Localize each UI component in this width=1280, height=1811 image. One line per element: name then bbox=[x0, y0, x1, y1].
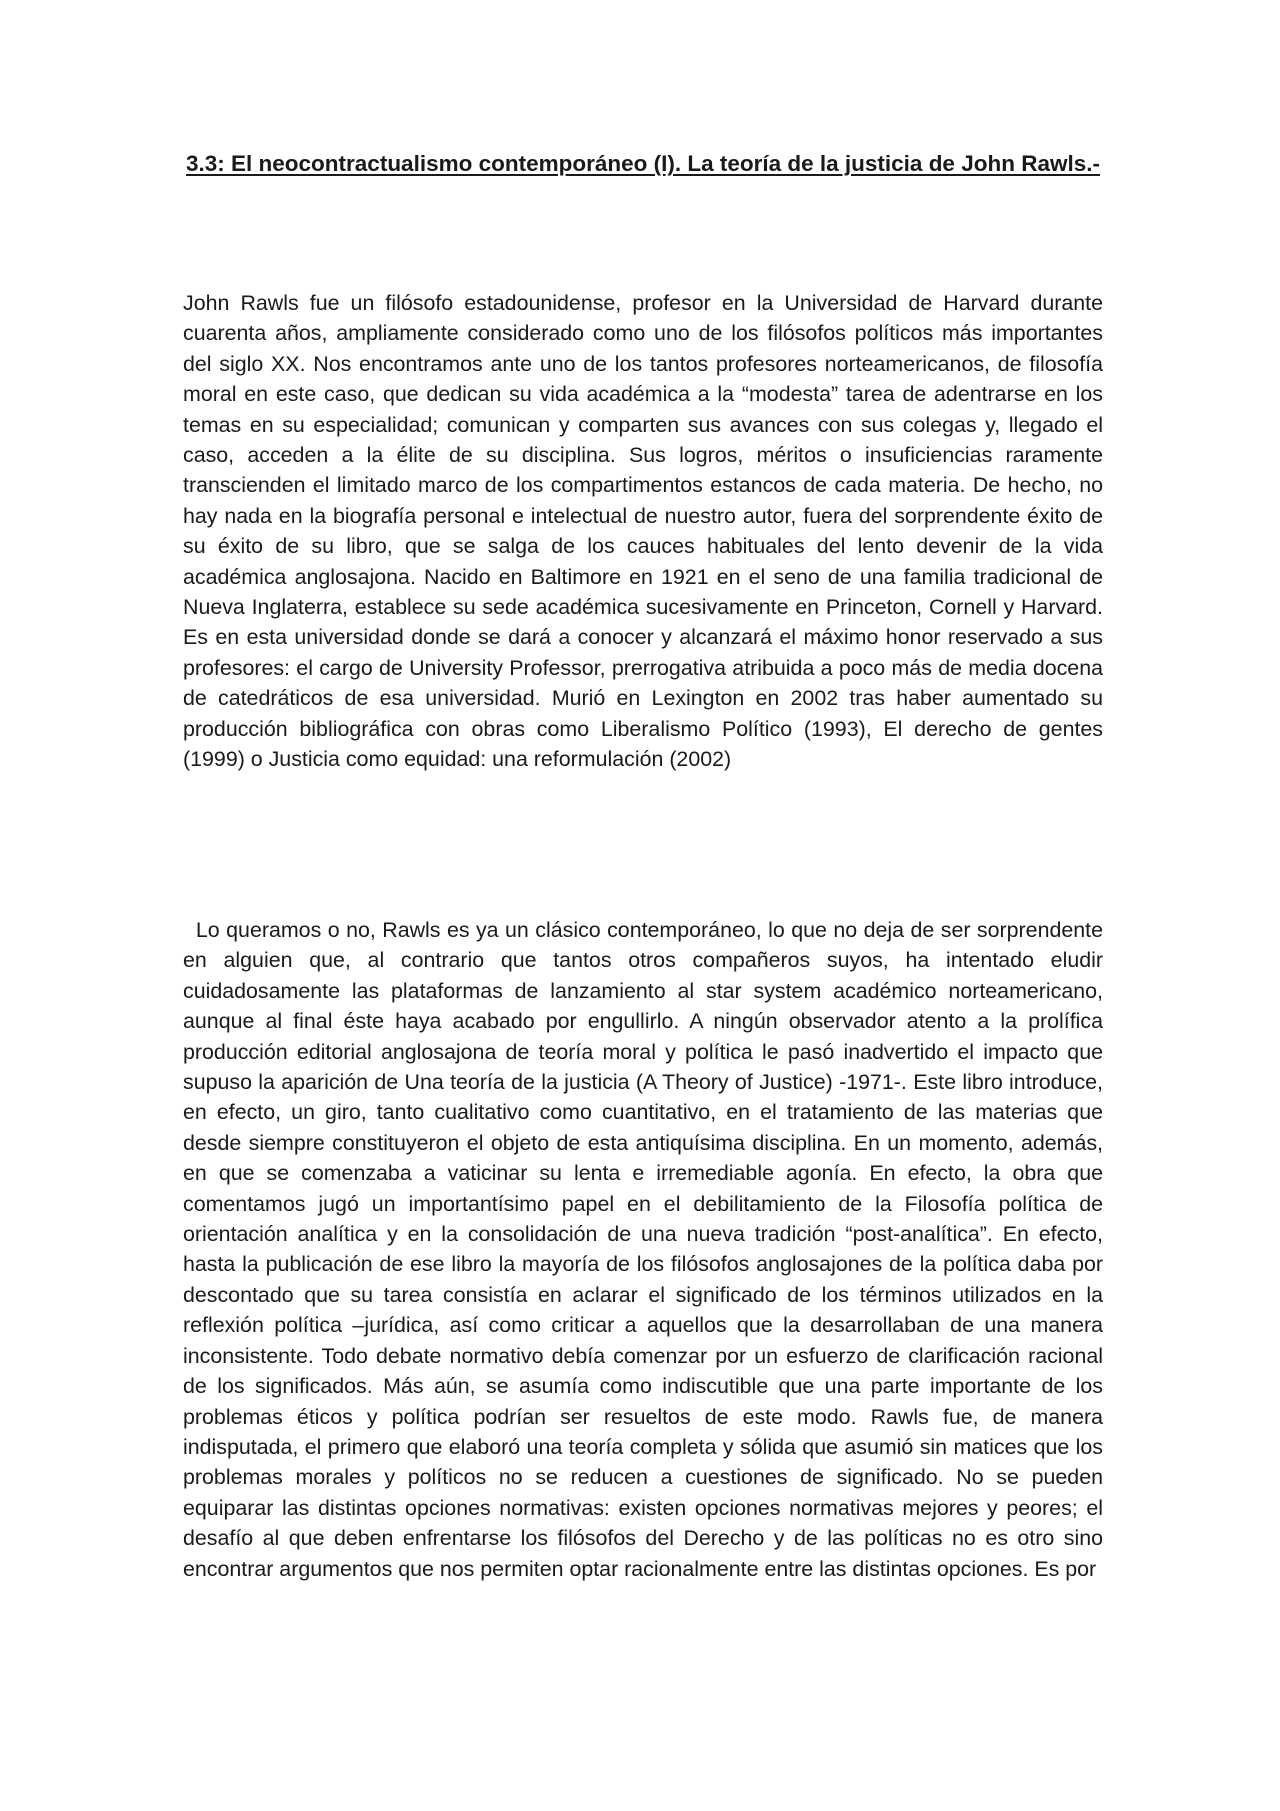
document-page bbox=[183, 0, 1109, 1811]
document-title: 3.3: El neocontractualismo contemporáneo (I). La teoría de la justicia de John Rawls.- bbox=[186, 151, 1100, 176]
body-paragraph: John Rawls fue un filósofo estadounidense, profesor en la Universidad de Harvard durante cuarenta años, ampliamente considerado como uno de los filósofos políticos más importantes del siglo XX. Nos encontramos ante uno de los tantos profesores norteamericanos, de filosofía moral en este caso, que dedican su vida académica a la “modesta” tarea de adentrarse en los temas en su especialidad; comunican y comparten sus avances con sus colegas y, llegado el caso, acceden a la élite de su disciplina. Sus logros, méritos o insuficiencias raramente transcienden el limitado marco de los compartimentos estancos de cada materia. De hecho, no hay nada en la biografía personal e intelectual de nuestro autor, fuera del sorprendente éxito de su éxito de su libro, que se salga de los cauces habituales del lento devenir de la vida académica anglosajona. Nacido en Baltimore en 1921 en el seno de una familia tradicional de Nueva Inglaterra, establece su sede académica sucesivamente en Princeton, Cornell y Harvard. Es en esta universidad donde se dará a conocer y alcanzará el máximo honor reservado a sus profesores: el cargo de University Professor, prerrogativa atribuida a poco más de media docena de catedráticos de esa universidad. Murió en Lexington en 2002 tras haber aumentado su producción bibliográfica con obras como Liberalismo Político (1993), El derecho de gentes (1999) o Justicia como equidad: una reformulación (2002) bbox=[183, 291, 1103, 772]
body-paragraph: Lo queramos o no, Rawls es ya un clásico contemporáneo, lo que no deja de ser sorprendente en alguien que, al contrario que tantos otros compañeros suyos, ha intentado eludir cuidadosamente las plataformas de lanzamiento al star system académico norteamericano, aunque al final éste haya acabado por engullirlo. A ningún observador atento a la prolífica producción editorial anglosajona de teoría moral y política le pasó inadvertido el impacto que supuso la aparición de Una teoría de la justicia (A Theory of Justice) -1971-. Este libro introduce, en efecto, un giro, tanto cualitativo como cuantitativo, en el tratamiento de las materias que desde siempre constituyeron el objeto de esta antiquísima disciplina. En un momento, además, en que se comenzaba a vaticinar su lenta e irremediable agonía. En efecto, la obra que comentamos jugó un importantísimo papel en el debilitamiento de la Filosofía política de orientación analítica y en la consolidación de una nueva tradición “post-analítica”. En efecto, hasta la publicación de ese libro la mayoría de los filósofos anglosajones de la política daba por descontado que su tarea consistía en aclarar el significado de los términos utilizados en la reflexión política –jurídica, así como criticar a aquellos que la desarrollaban de una manera inconsistente. Todo debate normativo debía comenzar por un esfuerzo de clarificación racional de los significados. Más aún, se asumía como indiscutible que una parte importante de los problemas éticos y política podrían ser resueltos de este modo. Rawls fue, de manera indisputada, el primero que elaboró una teoría completa y sólida que asumió sin matices que los problemas morales y políticos no se reducen a cuestiones de significado. No se pueden equiparar las distintas opciones normativas: existen opciones normativas mejores y peores; el desafío al que deben enfrentarse los filósofos del Derecho y de las políticas no es otro sino encontrar argumentos que nos permiten optar racionalmente entre las distintas opciones. Es por bbox=[183, 918, 1109, 1581]
